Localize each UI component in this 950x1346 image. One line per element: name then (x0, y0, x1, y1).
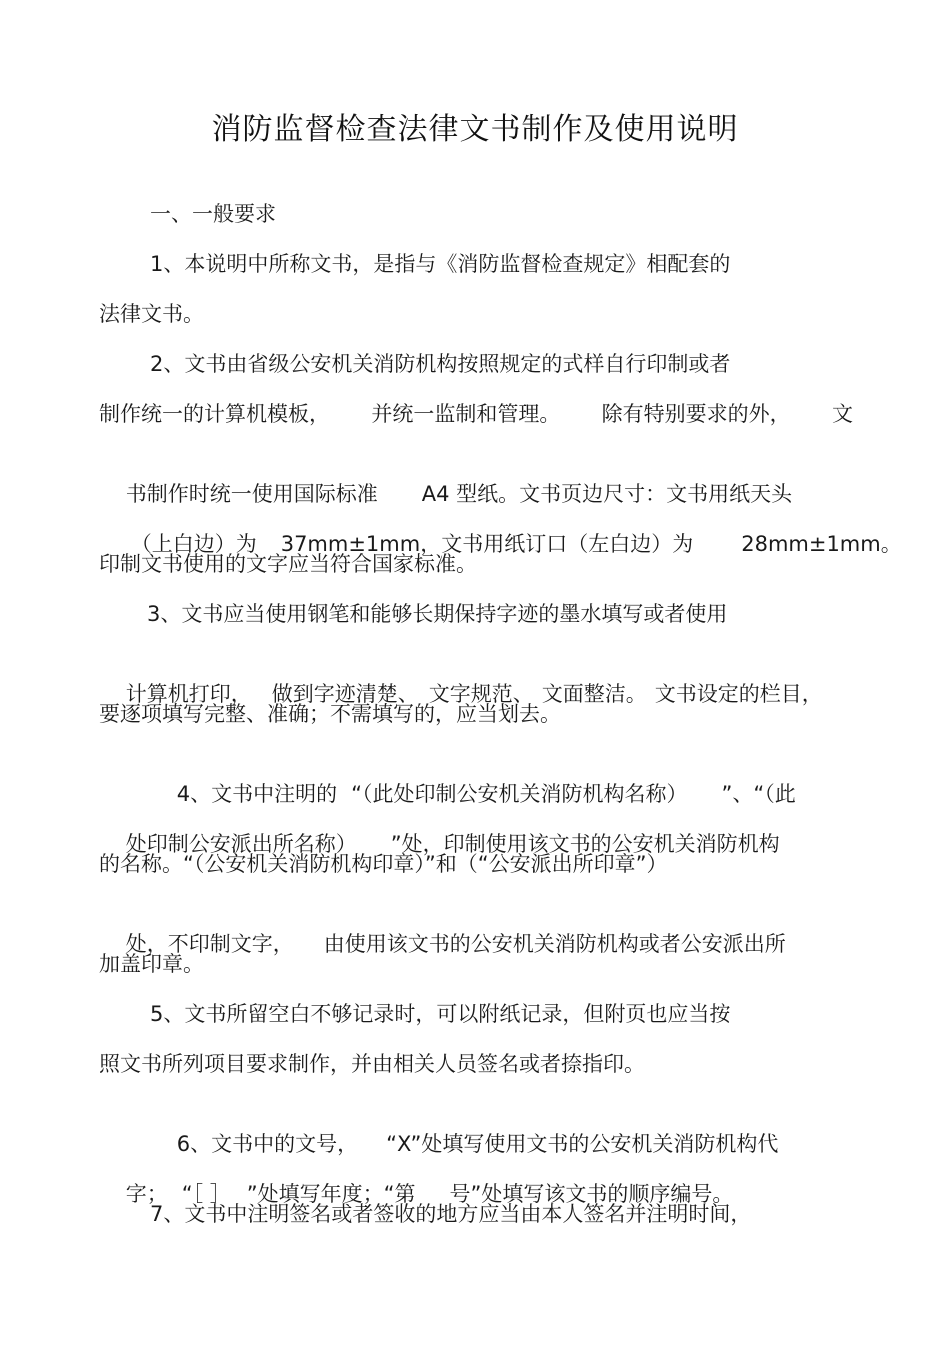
text-run: “［ ］ (181, 1182, 231, 1206)
text-run: 文字规范、 (428, 682, 534, 706)
text-run: 文 (831, 402, 853, 426)
paragraph-line: 3、文书应当使用钢笔和能够长期保持字迹的墨水填写或者使用 (147, 602, 728, 626)
text-run: 计算机打印， (125, 682, 252, 706)
text-run: 处，不印制文字， (125, 932, 294, 956)
text-run: ”、“（此 (721, 782, 796, 806)
paragraph-line: 照文书所列项目要求制作，并由相关人员签名或者捺指印。 (99, 1052, 645, 1076)
text-run: ”处，印制使用该文书的公安机关消防机构 (390, 832, 780, 856)
text-run: 制作统一的计算机模板， (99, 402, 330, 426)
text-run: “（此处印制公安机关消防机构名称） (351, 782, 688, 806)
paragraph-line: 印制文书使用的文字应当符合国家标准。 (99, 552, 477, 576)
text-run: 字； (125, 1182, 168, 1206)
text-run: 除有特别要求的外， (601, 402, 791, 426)
text-run: “X”处填写使用文书的公安机关消防机构代 (386, 1132, 779, 1156)
text-run: 并统一监制和管理。 (371, 402, 561, 426)
text-run: A4 型纸。文书页边尺寸：文书用纸天头 (421, 482, 793, 506)
document-title: 消防监督检查法律文书制作及使用说明 (211, 112, 739, 147)
text-run: 37mm±1mm，文书用纸订口（左白边）为 (280, 532, 694, 556)
text-run: 文面整洁。 (541, 682, 647, 706)
paragraph-line: 2、文书由省级公安机关消防机构按照规定的式样自行印制或者 (150, 352, 731, 376)
text-run: 处印制公安派出所名称） (125, 832, 357, 856)
paragraph-line: 5、文书所留空白不够记录时，可以附纸记录，但附页也应当按 (150, 1002, 731, 1026)
text-run: 28mm±1mm。 (741, 532, 902, 556)
paragraph-line: 1、本说明中所称文书，是指与《消防监督检查规定》相配套的 (150, 252, 731, 276)
text-run: ”处填写年度；“第 (246, 1182, 416, 1206)
text-run: 书制作时统一使用国际标准 (125, 482, 378, 506)
paragraph-line: 要逐项填写完整、准确；不需填写的，应当划去。 (99, 702, 561, 726)
paragraph-line: 7、文书中注明签名或者签收的地方应当由本人签名并注明时间， (150, 1202, 752, 1226)
text-run: 4、文书中注明的 (176, 782, 338, 806)
text-run: 号”处填写该文书的顺序编号。 (449, 1182, 734, 1206)
text-run: 做到字迹清楚、 (271, 682, 419, 706)
paragraph-line (99, 399, 853, 429)
text-run: 文书设定的栏目， (654, 682, 823, 706)
section-heading: 一、一般要求 (150, 202, 276, 226)
paragraph-line: 加盖印章。 (99, 952, 204, 976)
paragraph-line: 法律文书。 (99, 302, 204, 326)
text-run: 6、文书中的文号， (176, 1132, 359, 1156)
text-run: 由使用该文书的公安机关消防机构或者公安派出所 (323, 932, 786, 956)
paragraph-line: 的名称。“（公安机关消防机构印章）”和（“公安派出所印章”） (99, 852, 668, 876)
text-run: （上白边）为 (130, 532, 257, 556)
